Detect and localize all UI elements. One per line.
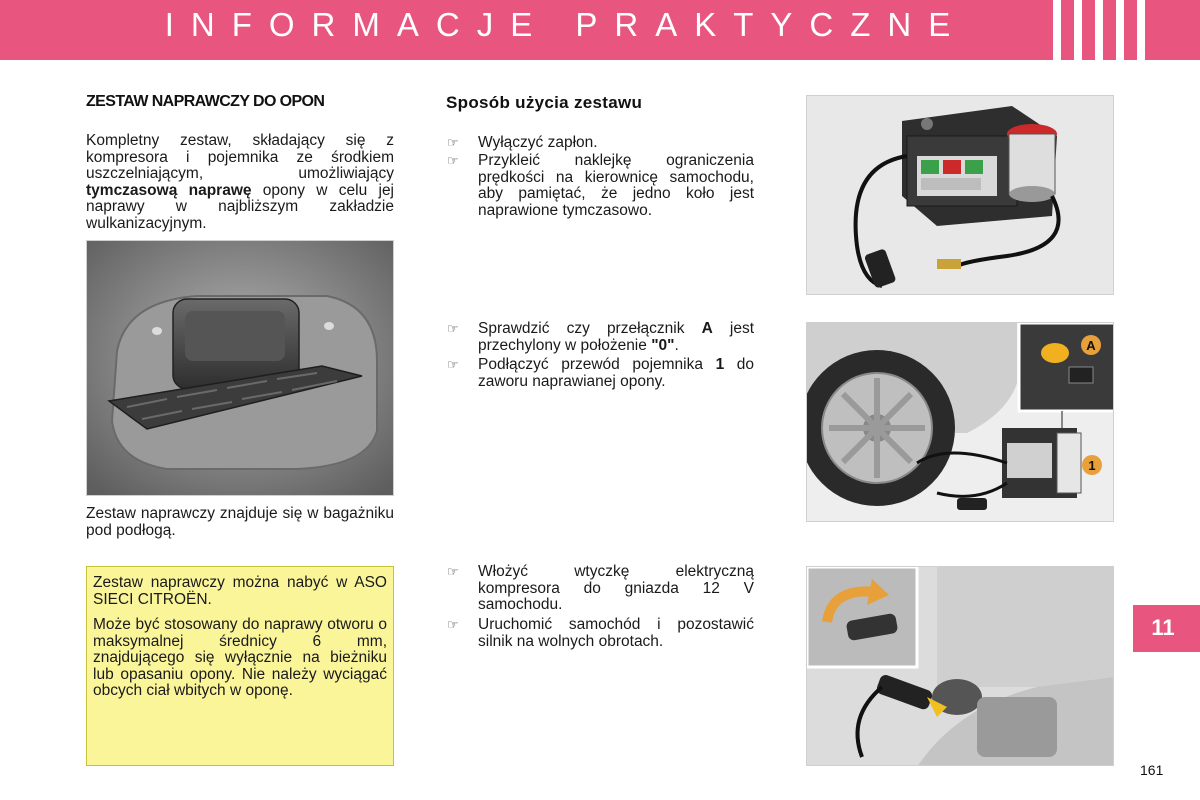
compressor-kit-photo	[806, 95, 1114, 295]
header-stripe	[1095, 0, 1103, 60]
page-title: INFORMACJE PRAKTYCZNE	[164, 6, 968, 43]
header-stripe	[1074, 0, 1082, 60]
info-note-box	[86, 566, 394, 766]
list-item	[446, 617, 754, 650]
switch-position-zero: "0"	[651, 336, 675, 354]
note-paragraph-1: Zestaw naprawczy można nabyć w ASO SIECI CITROËN.	[93, 574, 387, 608]
header-stripe	[1137, 0, 1145, 60]
pointing-hand-icon: ☞	[447, 135, 459, 150]
label-1-callout: 1	[1088, 458, 1096, 473]
page-header	[0, 0, 1200, 60]
list-text-part: Sprawdzić czy przełącznik	[478, 320, 702, 337]
note-paragraph-2: Może być stosowany do naprawy otworu o maksymalnej średnicy 6 mm, znajdującego się wyłącznie na bieżniku lub opasaniu opony. Nie należy wyciągać obcych ciał wbitych w oponę.	[93, 616, 387, 699]
list-item	[446, 153, 754, 219]
switch-label-a: A	[701, 320, 713, 337]
list-text-part: .	[674, 336, 679, 354]
intro-text-2: opony w celu jej naprawy w najbliższym zakładzie wulkanizacyjnym.	[86, 181, 395, 232]
intro-bold-text: tymczasową naprawę	[86, 181, 252, 199]
list-item	[446, 321, 754, 354]
list-item-text: Włożyć wtyczkę elektryczną kompresora do gniazda 12 V samochodu.	[478, 563, 754, 613]
pointing-hand-icon: ☞	[447, 357, 459, 372]
label-a-callout: A	[1086, 338, 1096, 353]
list-item-text: Uruchomić samochód i pozostawić silnik na wolnych obrotach.	[478, 616, 754, 650]
pointing-hand-icon: ☞	[447, 564, 459, 579]
socket-illustration	[807, 567, 1114, 766]
chapter-number: 11	[1151, 615, 1175, 640]
chapter-tab[interactable]	[1133, 605, 1200, 652]
section-heading-repair-kit: ZESTAW NAPRAWCZY DO OPON	[86, 93, 325, 110]
header-stripe	[1053, 0, 1061, 60]
list-item-text	[478, 357, 754, 390]
list-text-part: do zaworu naprawianej opony.	[478, 356, 754, 390]
list-item-text	[478, 321, 754, 354]
pointing-hand-icon: ☞	[447, 153, 459, 168]
list-item-text: Wyłączyć zapłon.	[478, 134, 598, 151]
kit-location-text: Zestaw naprawczy znajduje się w bagażniku pod podłogą.	[86, 505, 394, 539]
list-item	[446, 564, 754, 614]
list-item-text: Przykleić naklejkę ograniczenia prędkości na kierownicę samochodu, aby pamiętać, że jedno koło jest naprawione tymczasowo.	[478, 152, 754, 219]
pointing-hand-icon: ☞	[447, 321, 459, 336]
page-number: 161	[1140, 762, 1164, 778]
list-text-part: Podłączyć przewód pojemnika	[478, 356, 716, 373]
section-heading-usage: Sposób użycia zestawu	[446, 93, 643, 112]
list-item	[446, 135, 754, 152]
intro-paragraph	[86, 133, 394, 232]
header-stripe	[1116, 0, 1124, 60]
trunk-compartment-photo	[86, 240, 394, 496]
power-socket-photo	[806, 566, 1114, 766]
trunk-illustration	[87, 241, 394, 496]
list-item	[446, 357, 754, 390]
wheel-illustration	[807, 323, 1114, 522]
compressor-illustration	[807, 96, 1114, 295]
pointing-hand-icon: ☞	[447, 617, 459, 632]
list-text-part: jest przechylony w położenie	[478, 320, 754, 354]
intro-text-1: Kompletny zestaw, składający się z kompresora i pojemnika ze środkiem uszczelniającym, umożliwiający	[86, 132, 394, 182]
wheel-connection-photo	[806, 322, 1114, 522]
container-label-1: 1	[715, 356, 725, 373]
